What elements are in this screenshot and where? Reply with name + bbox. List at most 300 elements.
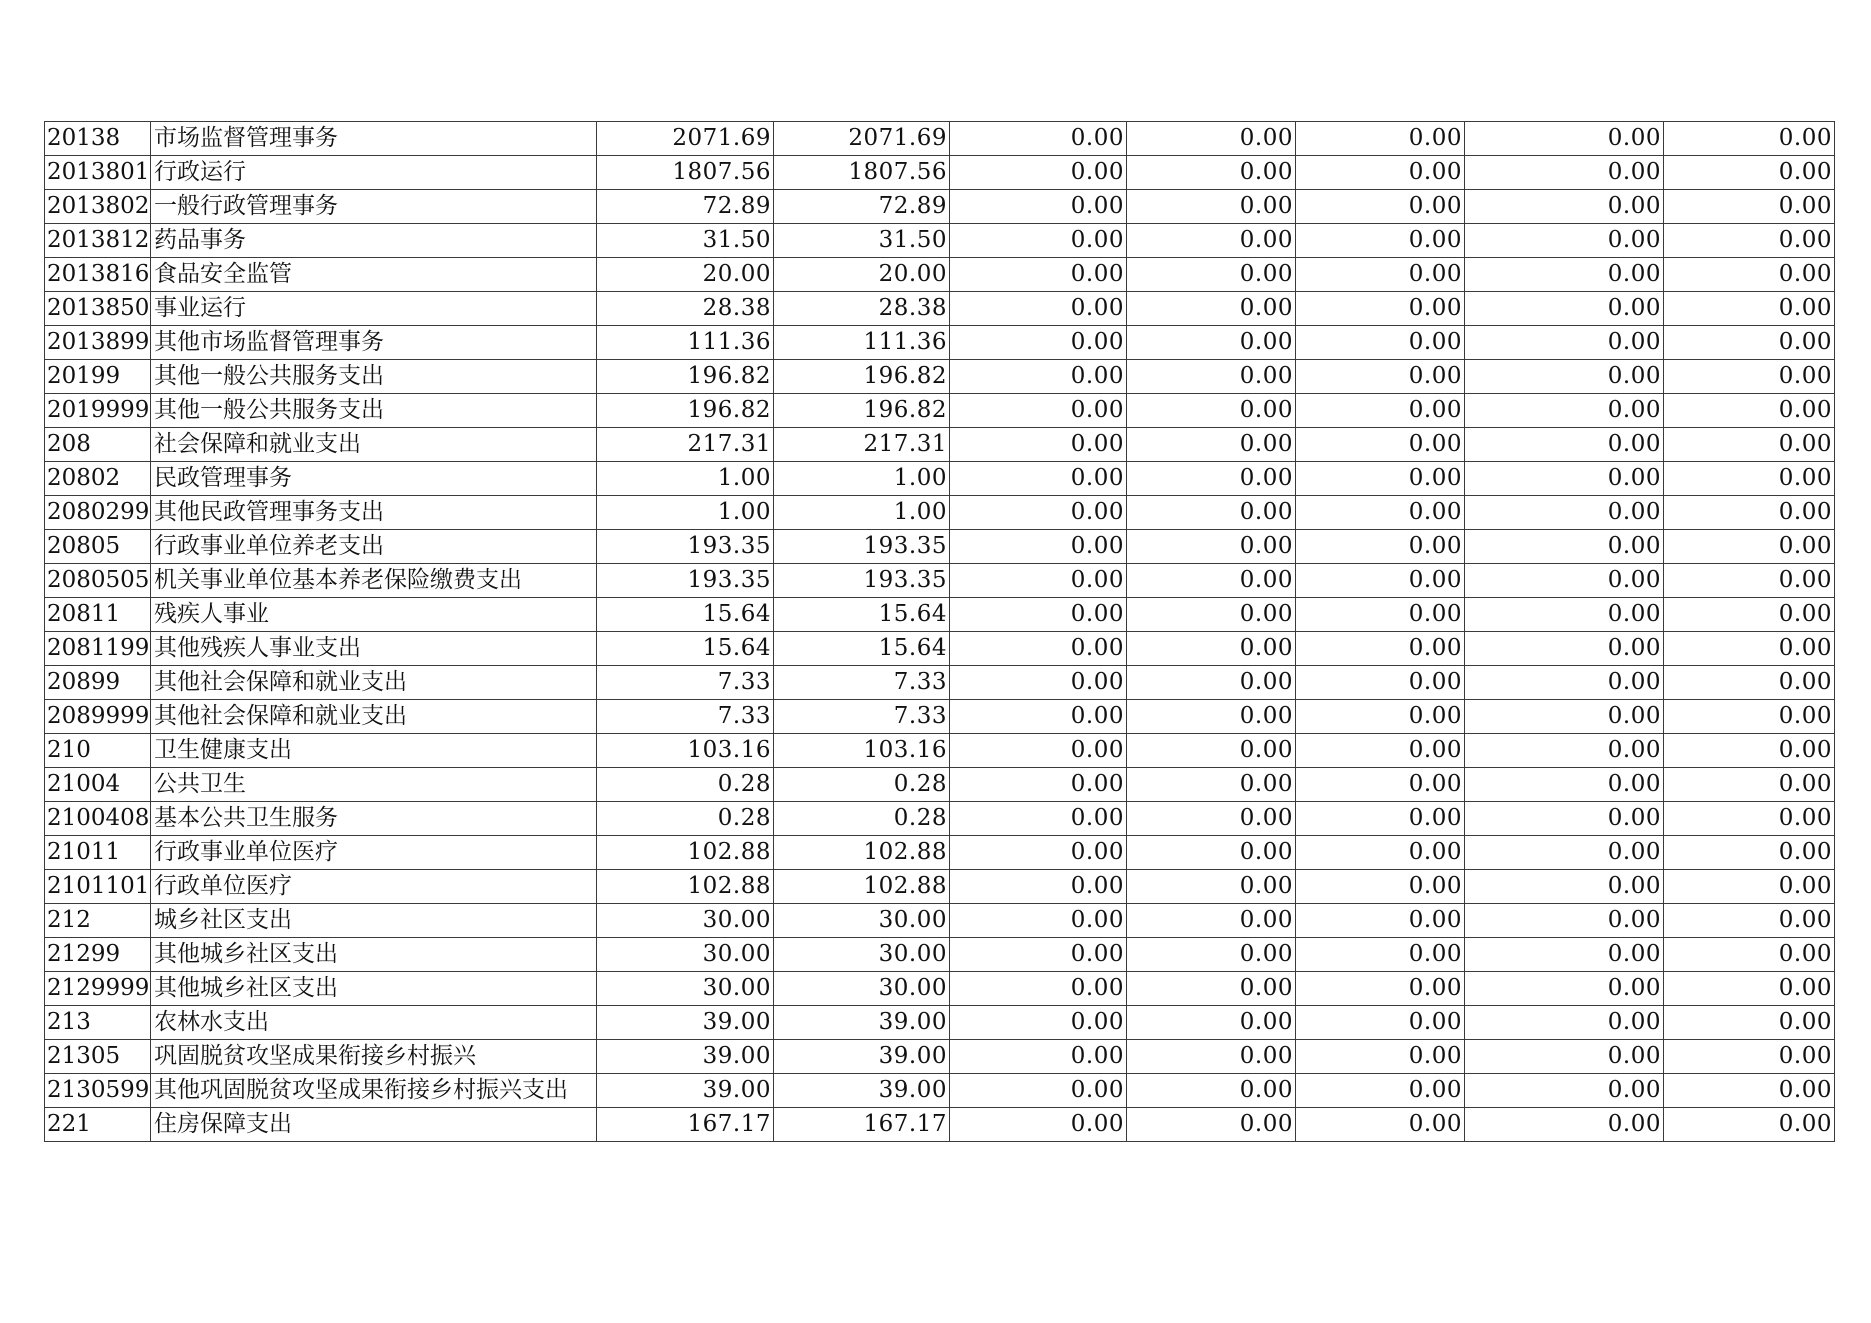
amount-cell: 0.00: [1465, 734, 1664, 768]
amount-cell: 0.00: [1465, 666, 1664, 700]
amount-cell: 0.00: [950, 224, 1127, 258]
amount-cell: 0.00: [1664, 530, 1835, 564]
amount-cell: 0.00: [950, 462, 1127, 496]
amount-cell: 0.00: [1465, 1108, 1664, 1142]
amount-cell: 20.00: [597, 258, 774, 292]
amount-cell: 39.00: [774, 1040, 950, 1074]
amount-cell: 0.00: [950, 564, 1127, 598]
amount-cell: 0.00: [1296, 258, 1465, 292]
subject-name-cell: 其他社会保障和就业支出: [151, 666, 597, 700]
amount-cell: 102.88: [597, 870, 774, 904]
amount-cell: 1.00: [597, 462, 774, 496]
amount-cell: 0.00: [1296, 224, 1465, 258]
amount-cell: 193.35: [774, 530, 950, 564]
amount-cell: 31.50: [774, 224, 950, 258]
subject-name-cell: 其他城乡社区支出: [151, 938, 597, 972]
amount-cell: 0.00: [1127, 632, 1296, 666]
amount-cell: 111.36: [774, 326, 950, 360]
table-row: [45, 156, 1835, 190]
amount-cell: 0.00: [1296, 734, 1465, 768]
subject-code-cell: 2080505: [45, 564, 151, 598]
amount-cell: 0.00: [950, 1108, 1127, 1142]
subject-code-cell: 2081199: [45, 632, 151, 666]
amount-cell: 0.28: [774, 802, 950, 836]
amount-cell: 0.00: [950, 156, 1127, 190]
amount-cell: 196.82: [774, 394, 950, 428]
amount-cell: 0.00: [1664, 1006, 1835, 1040]
amount-cell: 7.33: [597, 700, 774, 734]
amount-cell: 0.00: [1465, 598, 1664, 632]
subject-code-cell: 20805: [45, 530, 151, 564]
amount-cell: 1807.56: [597, 156, 774, 190]
amount-cell: 196.82: [597, 394, 774, 428]
amount-cell: 196.82: [774, 360, 950, 394]
amount-cell: 0.00: [1664, 666, 1835, 700]
amount-cell: 0.00: [1296, 156, 1465, 190]
amount-cell: 15.64: [597, 598, 774, 632]
amount-cell: 0.00: [1664, 258, 1835, 292]
amount-cell: 0.00: [950, 632, 1127, 666]
amount-cell: 30.00: [597, 938, 774, 972]
amount-cell: 0.00: [950, 700, 1127, 734]
amount-cell: 0.00: [950, 394, 1127, 428]
subject-name-cell: 卫生健康支出: [151, 734, 597, 768]
amount-cell: 39.00: [597, 1040, 774, 1074]
amount-cell: 0.00: [1127, 224, 1296, 258]
subject-code-cell: 2013899: [45, 326, 151, 360]
subject-name-cell: 民政管理事务: [151, 462, 597, 496]
amount-cell: 39.00: [774, 1074, 950, 1108]
subject-name-cell: 一般行政管理事务: [151, 190, 597, 224]
amount-cell: 0.00: [1465, 292, 1664, 326]
subject-code-cell: 221: [45, 1108, 151, 1142]
subject-code-cell: 20802: [45, 462, 151, 496]
amount-cell: 28.38: [597, 292, 774, 326]
amount-cell: 193.35: [774, 564, 950, 598]
amount-cell: 30.00: [774, 938, 950, 972]
table-row: [45, 496, 1835, 530]
table-row: [45, 734, 1835, 768]
amount-cell: 0.00: [1296, 836, 1465, 870]
amount-cell: 0.00: [950, 122, 1127, 156]
amount-cell: 0.00: [1127, 564, 1296, 598]
amount-cell: 102.88: [774, 870, 950, 904]
amount-cell: 0.00: [950, 734, 1127, 768]
table-row: [45, 258, 1835, 292]
amount-cell: 0.00: [1465, 462, 1664, 496]
amount-cell: 0.00: [1296, 1006, 1465, 1040]
amount-cell: 15.64: [774, 632, 950, 666]
amount-cell: 0.00: [1664, 972, 1835, 1006]
amount-cell: 0.00: [1296, 768, 1465, 802]
subject-name-cell: 城乡社区支出: [151, 904, 597, 938]
subject-name-cell: 残疾人事业: [151, 598, 597, 632]
amount-cell: 0.00: [1127, 972, 1296, 1006]
amount-cell: 2071.69: [774, 122, 950, 156]
subject-name-cell: 公共卫生: [151, 768, 597, 802]
subject-code-cell: 21305: [45, 1040, 151, 1074]
amount-cell: 0.00: [950, 1006, 1127, 1040]
amount-cell: 0.00: [1127, 802, 1296, 836]
amount-cell: 0.00: [1296, 496, 1465, 530]
table-row: [45, 972, 1835, 1006]
amount-cell: 193.35: [597, 564, 774, 598]
subject-code-cell: 2130599: [45, 1074, 151, 1108]
amount-cell: 0.00: [950, 870, 1127, 904]
amount-cell: 0.00: [1465, 700, 1664, 734]
amount-cell: 0.00: [1296, 802, 1465, 836]
amount-cell: 0.28: [597, 802, 774, 836]
subject-code-cell: 2013850: [45, 292, 151, 326]
amount-cell: 0.00: [1127, 462, 1296, 496]
amount-cell: 0.00: [1296, 462, 1465, 496]
amount-cell: 0.00: [1465, 122, 1664, 156]
subject-name-cell: 基本公共卫生服务: [151, 802, 597, 836]
amount-cell: 0.00: [1664, 564, 1835, 598]
subject-code-cell: 20138: [45, 122, 151, 156]
amount-cell: 30.00: [597, 904, 774, 938]
amount-cell: 0.00: [1664, 224, 1835, 258]
subject-name-cell: 其他城乡社区支出: [151, 972, 597, 1006]
amount-cell: 72.89: [597, 190, 774, 224]
subject-name-cell: 巩固脱贫攻坚成果衔接乡村振兴: [151, 1040, 597, 1074]
subject-name-cell: 事业运行: [151, 292, 597, 326]
amount-cell: 0.00: [1664, 1040, 1835, 1074]
amount-cell: 0.00: [1664, 836, 1835, 870]
amount-cell: 0.00: [1465, 1040, 1664, 1074]
subject-name-cell: 食品安全监管: [151, 258, 597, 292]
amount-cell: 0.00: [1664, 394, 1835, 428]
amount-cell: 0.00: [1465, 836, 1664, 870]
amount-cell: 7.33: [774, 700, 950, 734]
table-row: [45, 530, 1835, 564]
amount-cell: 0.00: [1127, 1006, 1296, 1040]
amount-cell: 167.17: [597, 1108, 774, 1142]
amount-cell: 196.82: [597, 360, 774, 394]
amount-cell: 15.64: [597, 632, 774, 666]
amount-cell: 28.38: [774, 292, 950, 326]
amount-cell: 0.00: [1127, 870, 1296, 904]
table-row: [45, 190, 1835, 224]
subject-name-cell: 其他市场监督管理事务: [151, 326, 597, 360]
amount-cell: 0.00: [1664, 1108, 1835, 1142]
subject-code-cell: 20899: [45, 666, 151, 700]
amount-cell: 0.00: [1127, 122, 1296, 156]
amount-cell: 1.00: [597, 496, 774, 530]
table-row: [45, 360, 1835, 394]
subject-name-cell: 其他一般公共服务支出: [151, 360, 597, 394]
amount-cell: 0.00: [1127, 1040, 1296, 1074]
amount-cell: 0.00: [950, 598, 1127, 632]
table-row: [45, 666, 1835, 700]
amount-cell: 72.89: [774, 190, 950, 224]
amount-cell: 0.00: [1296, 700, 1465, 734]
budget-table: [44, 121, 1835, 1142]
amount-cell: 0.00: [1127, 156, 1296, 190]
amount-cell: 0.00: [1465, 224, 1664, 258]
amount-cell: 0.00: [1465, 564, 1664, 598]
amount-cell: 1807.56: [774, 156, 950, 190]
amount-cell: 0.00: [1465, 802, 1664, 836]
amount-cell: 0.00: [1465, 394, 1664, 428]
table-row: [45, 462, 1835, 496]
table-row: [45, 394, 1835, 428]
amount-cell: 0.00: [950, 972, 1127, 1006]
amount-cell: 0.00: [1664, 870, 1835, 904]
subject-code-cell: 208: [45, 428, 151, 462]
amount-cell: 0.00: [1664, 700, 1835, 734]
amount-cell: 0.00: [1127, 360, 1296, 394]
amount-cell: 102.88: [774, 836, 950, 870]
table-row: [45, 326, 1835, 360]
table-body: [45, 122, 1835, 1142]
subject-name-cell: 药品事务: [151, 224, 597, 258]
amount-cell: 0.00: [950, 938, 1127, 972]
subject-name-cell: 市场监督管理事务: [151, 122, 597, 156]
subject-code-cell: 2129999: [45, 972, 151, 1006]
amount-cell: 0.00: [1664, 1074, 1835, 1108]
amount-cell: 111.36: [597, 326, 774, 360]
subject-code-cell: 2013812: [45, 224, 151, 258]
subject-code-cell: 2013801: [45, 156, 151, 190]
amount-cell: 0.00: [950, 292, 1127, 326]
amount-cell: 0.00: [1296, 394, 1465, 428]
amount-cell: 0.00: [1465, 768, 1664, 802]
table-row: [45, 428, 1835, 462]
table-row: [45, 836, 1835, 870]
amount-cell: 1.00: [774, 462, 950, 496]
amount-cell: 0.00: [1127, 530, 1296, 564]
table-row: [45, 768, 1835, 802]
amount-cell: 0.00: [1465, 904, 1664, 938]
subject-name-cell: 行政事业单位养老支出: [151, 530, 597, 564]
amount-cell: 0.00: [950, 190, 1127, 224]
amount-cell: 0.00: [1296, 122, 1465, 156]
amount-cell: 2071.69: [597, 122, 774, 156]
amount-cell: 39.00: [597, 1074, 774, 1108]
subject-name-cell: 其他巩固脱贫攻坚成果衔接乡村振兴支出: [151, 1074, 597, 1108]
subject-code-cell: 212: [45, 904, 151, 938]
amount-cell: 0.00: [1127, 768, 1296, 802]
amount-cell: 0.28: [597, 768, 774, 802]
amount-cell: 0.00: [1465, 1074, 1664, 1108]
amount-cell: 0.00: [1465, 496, 1664, 530]
table-row: [45, 292, 1835, 326]
amount-cell: 0.00: [1465, 1006, 1664, 1040]
amount-cell: 0.00: [1296, 360, 1465, 394]
subject-name-cell: 其他民政管理事务支出: [151, 496, 597, 530]
amount-cell: 0.00: [1664, 904, 1835, 938]
amount-cell: 0.00: [1127, 190, 1296, 224]
amount-cell: 0.00: [1465, 530, 1664, 564]
amount-cell: 0.00: [1127, 666, 1296, 700]
amount-cell: 15.64: [774, 598, 950, 632]
amount-cell: 0.00: [1664, 462, 1835, 496]
amount-cell: 0.00: [1127, 1108, 1296, 1142]
amount-cell: 0.00: [1664, 802, 1835, 836]
amount-cell: 0.00: [1664, 598, 1835, 632]
amount-cell: 0.00: [1664, 938, 1835, 972]
amount-cell: 0.00: [1296, 1040, 1465, 1074]
amount-cell: 0.00: [1465, 190, 1664, 224]
amount-cell: 102.88: [597, 836, 774, 870]
subject-code-cell: 2100408: [45, 802, 151, 836]
subject-name-cell: 农林水支出: [151, 1006, 597, 1040]
amount-cell: 103.16: [774, 734, 950, 768]
amount-cell: 167.17: [774, 1108, 950, 1142]
amount-cell: 20.00: [774, 258, 950, 292]
amount-cell: 0.00: [1465, 258, 1664, 292]
amount-cell: 0.00: [1296, 632, 1465, 666]
amount-cell: 0.00: [1296, 292, 1465, 326]
amount-cell: 0.00: [1296, 1074, 1465, 1108]
amount-cell: 0.00: [1296, 530, 1465, 564]
amount-cell: 0.00: [1296, 870, 1465, 904]
amount-cell: 0.00: [1465, 972, 1664, 1006]
amount-cell: 0.00: [1465, 156, 1664, 190]
table-row: [45, 598, 1835, 632]
amount-cell: 0.00: [1664, 496, 1835, 530]
amount-cell: 0.00: [1296, 564, 1465, 598]
table-row: [45, 870, 1835, 904]
table-row: [45, 1074, 1835, 1108]
amount-cell: 0.00: [950, 666, 1127, 700]
amount-cell: 0.00: [1664, 190, 1835, 224]
table-row: [45, 700, 1835, 734]
amount-cell: 0.00: [950, 530, 1127, 564]
subject-code-cell: 2013802: [45, 190, 151, 224]
table-row: [45, 802, 1835, 836]
amount-cell: 193.35: [597, 530, 774, 564]
amount-cell: 0.00: [1664, 734, 1835, 768]
subject-code-cell: 213: [45, 1006, 151, 1040]
table-row: [45, 632, 1835, 666]
subject-code-cell: 20811: [45, 598, 151, 632]
amount-cell: 0.00: [1296, 326, 1465, 360]
subject-code-cell: 210: [45, 734, 151, 768]
amount-cell: 0.00: [950, 360, 1127, 394]
amount-cell: 0.00: [1127, 734, 1296, 768]
amount-cell: 0.00: [1465, 938, 1664, 972]
subject-name-cell: 行政事业单位医疗: [151, 836, 597, 870]
amount-cell: 0.00: [1127, 700, 1296, 734]
subject-name-cell: 住房保障支出: [151, 1108, 597, 1142]
amount-cell: 0.00: [1296, 190, 1465, 224]
amount-cell: 0.00: [1465, 870, 1664, 904]
table-row: [45, 122, 1835, 156]
table-row: [45, 938, 1835, 972]
amount-cell: 0.00: [1664, 122, 1835, 156]
table-row: [45, 224, 1835, 258]
amount-cell: 0.00: [950, 802, 1127, 836]
amount-cell: 39.00: [774, 1006, 950, 1040]
amount-cell: 0.00: [1664, 632, 1835, 666]
amount-cell: 39.00: [597, 1006, 774, 1040]
table-row: [45, 1108, 1835, 1142]
subject-name-cell: 其他一般公共服务支出: [151, 394, 597, 428]
amount-cell: 0.00: [1296, 904, 1465, 938]
amount-cell: 0.00: [950, 326, 1127, 360]
amount-cell: 30.00: [597, 972, 774, 1006]
amount-cell: 0.00: [1296, 972, 1465, 1006]
amount-cell: 0.00: [1127, 394, 1296, 428]
amount-cell: 217.31: [774, 428, 950, 462]
amount-cell: 7.33: [597, 666, 774, 700]
amount-cell: 0.00: [950, 428, 1127, 462]
amount-cell: 0.00: [1127, 598, 1296, 632]
table-row: [45, 564, 1835, 598]
amount-cell: 0.00: [1127, 938, 1296, 972]
amount-cell: 0.00: [1664, 156, 1835, 190]
subject-code-cell: 2013816: [45, 258, 151, 292]
amount-cell: 0.00: [1127, 496, 1296, 530]
subject-code-cell: 2080299: [45, 496, 151, 530]
amount-cell: 0.00: [1296, 666, 1465, 700]
amount-cell: 0.28: [774, 768, 950, 802]
subject-code-cell: 2019999: [45, 394, 151, 428]
subject-code-cell: 21011: [45, 836, 151, 870]
amount-cell: 0.00: [950, 768, 1127, 802]
amount-cell: 0.00: [1664, 428, 1835, 462]
amount-cell: 30.00: [774, 904, 950, 938]
table-row: [45, 1006, 1835, 1040]
amount-cell: 0.00: [1127, 428, 1296, 462]
amount-cell: 0.00: [1127, 1074, 1296, 1108]
amount-cell: 0.00: [1296, 598, 1465, 632]
amount-cell: 0.00: [1127, 258, 1296, 292]
subject-code-cell: 2101101: [45, 870, 151, 904]
amount-cell: 0.00: [1296, 938, 1465, 972]
amount-cell: 0.00: [1465, 428, 1664, 462]
subject-name-cell: 行政运行: [151, 156, 597, 190]
amount-cell: 0.00: [1127, 292, 1296, 326]
subject-code-cell: 2089999: [45, 700, 151, 734]
amount-cell: 7.33: [774, 666, 950, 700]
amount-cell: 0.00: [1664, 292, 1835, 326]
amount-cell: 0.00: [1664, 360, 1835, 394]
amount-cell: 0.00: [1127, 904, 1296, 938]
amount-cell: 0.00: [1465, 360, 1664, 394]
subject-code-cell: 21299: [45, 938, 151, 972]
amount-cell: 0.00: [950, 258, 1127, 292]
amount-cell: 103.16: [597, 734, 774, 768]
amount-cell: 0.00: [950, 836, 1127, 870]
amount-cell: 0.00: [950, 496, 1127, 530]
amount-cell: 31.50: [597, 224, 774, 258]
table-row: [45, 904, 1835, 938]
amount-cell: 0.00: [950, 904, 1127, 938]
subject-code-cell: 20199: [45, 360, 151, 394]
subject-name-cell: 社会保障和就业支出: [151, 428, 597, 462]
amount-cell: 0.00: [950, 1040, 1127, 1074]
amount-cell: 1.00: [774, 496, 950, 530]
subject-name-cell: 行政单位医疗: [151, 870, 597, 904]
subject-name-cell: 机关事业单位基本养老保险缴费支出: [151, 564, 597, 598]
amount-cell: 0.00: [1664, 326, 1835, 360]
amount-cell: 0.00: [1127, 326, 1296, 360]
amount-cell: 0.00: [1465, 632, 1664, 666]
subject-name-cell: 其他残疾人事业支出: [151, 632, 597, 666]
amount-cell: 0.00: [1465, 326, 1664, 360]
amount-cell: 0.00: [1664, 768, 1835, 802]
amount-cell: 0.00: [1296, 1108, 1465, 1142]
amount-cell: 30.00: [774, 972, 950, 1006]
amount-cell: 0.00: [950, 1074, 1127, 1108]
amount-cell: 217.31: [597, 428, 774, 462]
amount-cell: 0.00: [1296, 428, 1465, 462]
subject-name-cell: 其他社会保障和就业支出: [151, 700, 597, 734]
table-row: [45, 1040, 1835, 1074]
